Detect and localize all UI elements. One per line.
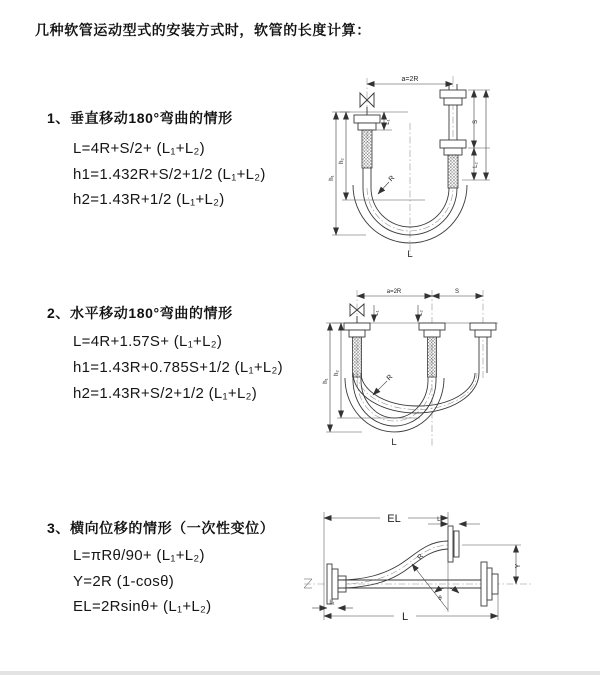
section3-formula-EL: EL=2Rsinθ+ (L₁+L₂) [73,598,212,615]
section2-heading: 2、水平移动180°弯曲的情形 [47,305,233,321]
length-label: L [391,437,397,448]
right-braided-section [448,155,458,188]
dim-label-a2r: a=2R [401,76,419,83]
dim-label-h1: h₁ [323,378,329,384]
right-flange [470,323,496,330]
right-fitting [492,574,498,594]
dim-label-h2: h₂ [334,370,340,376]
hose-upper-wall [338,541,448,580]
right-flange-plate [487,568,492,600]
dimensions [329,76,490,260]
diagram-lateral-displacement [296,498,600,658]
dim-label-l2: L₂ [473,162,479,168]
dim-label-s: S [454,289,460,295]
left-flange [354,115,380,123]
left-flange-neck [349,330,365,337]
dimensions [323,289,483,448]
dim-label-l1: L₁ [385,119,391,125]
middle-flange [419,323,445,330]
right-flange [481,562,487,606]
displaced-flange-plate [454,531,459,557]
length-label: L [407,249,413,260]
dim-label-el: EL [387,513,401,525]
left-fitting [338,576,346,592]
left-flange-plate [332,569,338,599]
length-label: L [401,611,409,623]
right-upper-flange [440,90,466,98]
right-upper-flange-neck [444,98,462,105]
pipe-assembly [327,526,498,606]
radius-label: R [416,552,426,562]
right-lower-flange-neck [444,148,462,155]
section3-heading: 3、横向位移的情形（一次性变位） [47,520,275,536]
diagram-vertical-180-bend [310,68,595,260]
section3-formula-L: L=πRθ/90+ (L₁+L₂) [73,547,205,564]
right-flange-neck [475,330,491,337]
dimensions [312,512,522,623]
section1-heading: 1、垂直移动180°弯曲的情形 [47,110,233,126]
centerlines [340,76,453,255]
section2-formula-h1: h1=1.43R+0.785S+1/2 (L₁+L₂) [73,359,283,376]
section1-formula-h2: h2=1.43R+1/2 (L₁+L₂) [73,191,225,208]
dim-label-a2r: a=2R [386,289,402,295]
dim-label-s: S [473,119,479,125]
left-braided-section [362,130,372,168]
dim-label-l1: L₁ [374,310,380,316]
radius-label: R [387,174,397,184]
section3-formula-Y: Y=2R (1-cosθ) [73,573,175,590]
left-flange-neck [358,123,376,130]
dim-label-l2: L₂ [418,310,424,316]
displaced-flange [448,526,453,562]
page-bottom-edge [0,671,600,675]
left-flange [344,323,370,330]
section2-formula-h2: h2=1.43R+S/2+1/2 (L₁+L₂) [73,385,258,402]
datum-mark [304,579,312,588]
page-title: 几种软管运动型式的安装方式时，软管的长度计算： [35,22,371,38]
right-lower-flange [440,140,466,148]
diagram-horizontal-180-bend [310,285,595,457]
middle-braided-section [428,337,437,377]
section1-formula-h1: h1=1.432R+S/2+1/2 (L₁+L₂) [73,166,266,183]
hose-assembly [344,304,496,432]
dim-label-h2: h₂ [339,158,345,164]
dim-label-l2: L₂ [437,517,443,523]
section2-formula-L: L=4R+1.57S+ (L₁+L₂) [73,333,223,350]
radius-label: R [385,373,395,383]
theta-label: θ [438,596,442,602]
dim-label-y: Y [515,563,522,569]
dim-label-l1: L₁ [329,600,335,606]
left-braided-section [353,337,362,377]
middle-flange-neck [424,330,440,337]
dim-label-h1: h₁ [329,175,335,181]
section1-formula-L: L=4R+S/2+ (L₁+L₂) [73,140,205,157]
